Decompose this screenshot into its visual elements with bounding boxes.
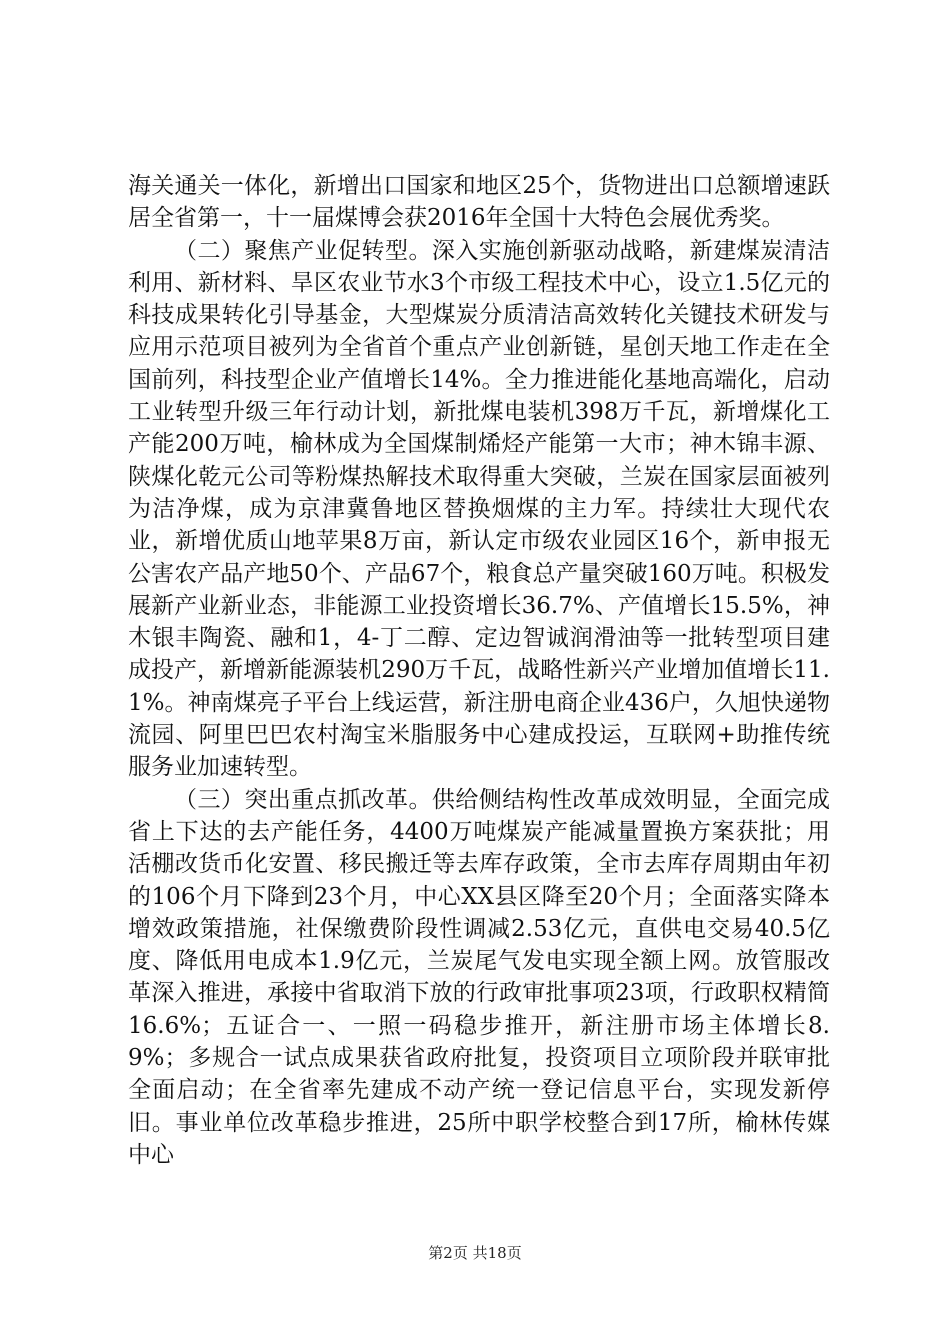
paragraph-reform: （三）突出重点抓改革。供给侧结构性改革成效明显，全面完成省上下达的去产能任务，4400万吨煤炭产能减量置换方案获批；用活棚改货币化安置、移民搬迁等去库存政策，全市去库存周期由年初的106个月下降到23个月，中心XX县区降至20个月；全面落实降本增效政策措施，社保缴费阶段性调减2.53亿元，直供电交易40.5亿度、降低用电成本1.9亿元，兰炭尾气发电实现全额上网。放管服改革深入推进，承接中省取消下放的行政审批事项23项，行政职权精简16.6%；五证合一、一照一码稳步推开，新注册市场主体增长8.9%；多规合一试点成果获省政府批复，投资项目立项阶段并联审批全面启动；在全省率先建成不动产统一登记信息平台，实现发新停旧。事业单位改革稳步推进，25所中职学校整合到17所，榆林传媒中心 [128,786,830,1168]
paragraph-industry-transformation: （二）聚焦产业促转型。深入实施创新驱动战略，新建煤炭清洁利用、新材料、旱区农业节水3个市级工程技术中心，设立1.5亿元的科技成果转化引导基金，大型煤炭分质清洁高效转化关键技术研发与应用示范项目被列为全省首个重点产业创新链，星创天地工作走在全国前列，科技型企业产值增长14%。全力推进能化基地高端化，启动工业转型升级三年行动计划，新批煤电装机398万千瓦，新增煤化工产能200万吨，榆林成为全国煤制烯烃产能第一大市；神木锦丰源、陕煤化乾元公司等粉煤热解技术取得重大突破，兰炭在国家层面被列为洁净煤，成为京津冀鲁地区替换烟煤的主力军。持续壮大现代农业，新增优质山地苹果8万亩，新认定市级农业园区16个，新申报无公害农产品产地50个、产品67个，粮食总产量突破160万吨。积极发展新产业新业态，非能源工业投资增长36.7%、产值增长15.5%，神木银丰陶瓷、融和1，4-丁二醇、定边智诚润滑油等一批转型项目建成投产，新增新能源装机290万千瓦，战略性新兴产业增加值增长11.1%。神南煤亮子平台上线运营，新注册电商企业436户，久旭快递物流园、阿里巴巴农村淘宝米脂服务中心建成投运，互联网+助推传统服务业加速转型。 [128,237,830,781]
page-number-footer: 第2页 共18页 [428,1244,522,1262]
document-body [128,170,830,1171]
paragraph-continuation: 海关通关一体化，新增出口国家和地区25个，货物进出口总额增速跃居全省第一，十一届煤博会获2016年全国十大特色会展优秀奖。 [128,173,830,232]
